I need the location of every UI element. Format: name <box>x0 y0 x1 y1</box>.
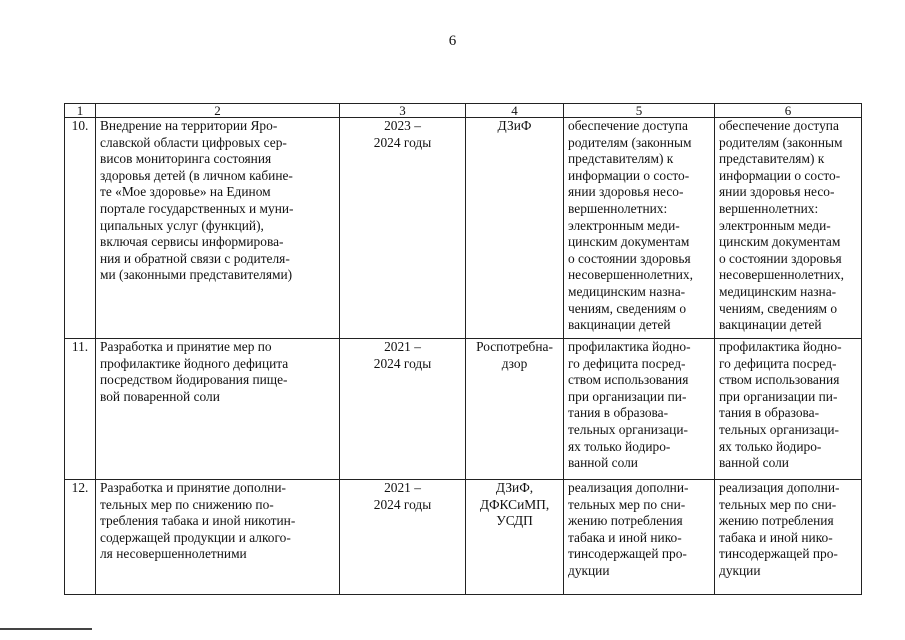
result-cell: обеспечение доступа родителям (законным представителям) к информации о состо- янии здоровья несо- вершеннолетних: электронным меди- цинским документам о состоянии здоровья несовершеннолетних, медицинским назна- чениям, сведениям о вакцинации детей <box>564 118 715 339</box>
table-row <box>65 339 862 480</box>
result-cell: профилактика йодно- го дефицита посред- ством использования при организации пи- тания в образова- тельных организаци- ях только йодиро- ванной соли <box>715 339 862 480</box>
term-cell: 2021 – 2024 годы <box>340 339 466 480</box>
row-number-cell: 12. <box>65 480 96 595</box>
executor-cell: ДЗиФ, ДФКСиМП, УСДП <box>466 480 564 595</box>
measures-table <box>64 103 862 595</box>
result-cell: обеспечение доступа родителям (законным представителям) к информации о состо- янии здоровья несо- вершеннолетних: электронным меди- цинским документам о состоянии здоровья несовершеннолетних, медицинским назна- чениям, сведениям о вакцинации детей <box>715 118 862 339</box>
footnote-divider <box>0 628 92 630</box>
result-cell: профилактика йодно- го дефицита посред- ством использования при организации пи- тания в образова- тельных организаци- ях только йодиро- ванной соли <box>564 339 715 480</box>
header-cell: 6 <box>715 104 862 118</box>
executor-cell: Роспотребна- дзор <box>466 339 564 480</box>
table-row <box>65 118 862 339</box>
header-cell: 4 <box>466 104 564 118</box>
header-cell: 5 <box>564 104 715 118</box>
measure-cell: Разработка и принятие мер по профилактике йодного дефицита посредством йодирования пище- вой поваренной соли <box>96 339 340 480</box>
result-cell: реализация дополни- тельных мер по сни- жению потребления табака и иной нико- тинсодержащей про- дукции <box>564 480 715 595</box>
table-row <box>65 480 862 595</box>
page-number: 6 <box>448 33 457 49</box>
header-cell: 1 <box>65 104 96 118</box>
row-number-cell: 11. <box>65 339 96 480</box>
header-cell: 3 <box>340 104 466 118</box>
header-cell: 2 <box>96 104 340 118</box>
table-header-row <box>65 104 862 118</box>
measure-cell: Внедрение на территории Яро- славской области цифровых сер- висов мониторинга состояния здоровья детей (в личном кабине- те «Мое здоровье» на Едином портале государственных и муни- ципальных услуг (функций), включая сервисы информирова- ния и обратной связи с родителя- ми (законными представителями) <box>96 118 340 339</box>
measure-cell: Разработка и принятие дополни- тельных мер по снижению по- требления табака и иной никотин- содержащей продукции и алкого- ля несовершеннолетними <box>96 480 340 595</box>
executor-cell: ДЗиФ <box>466 118 564 339</box>
term-cell: 2023 – 2024 годы <box>340 118 466 339</box>
result-cell: реализация дополни- тельных мер по сни- жению потребления табака и иной нико- тинсодержащей про- дукции <box>715 480 862 595</box>
row-number-cell: 10. <box>65 118 96 339</box>
term-cell: 2021 – 2024 годы <box>340 480 466 595</box>
